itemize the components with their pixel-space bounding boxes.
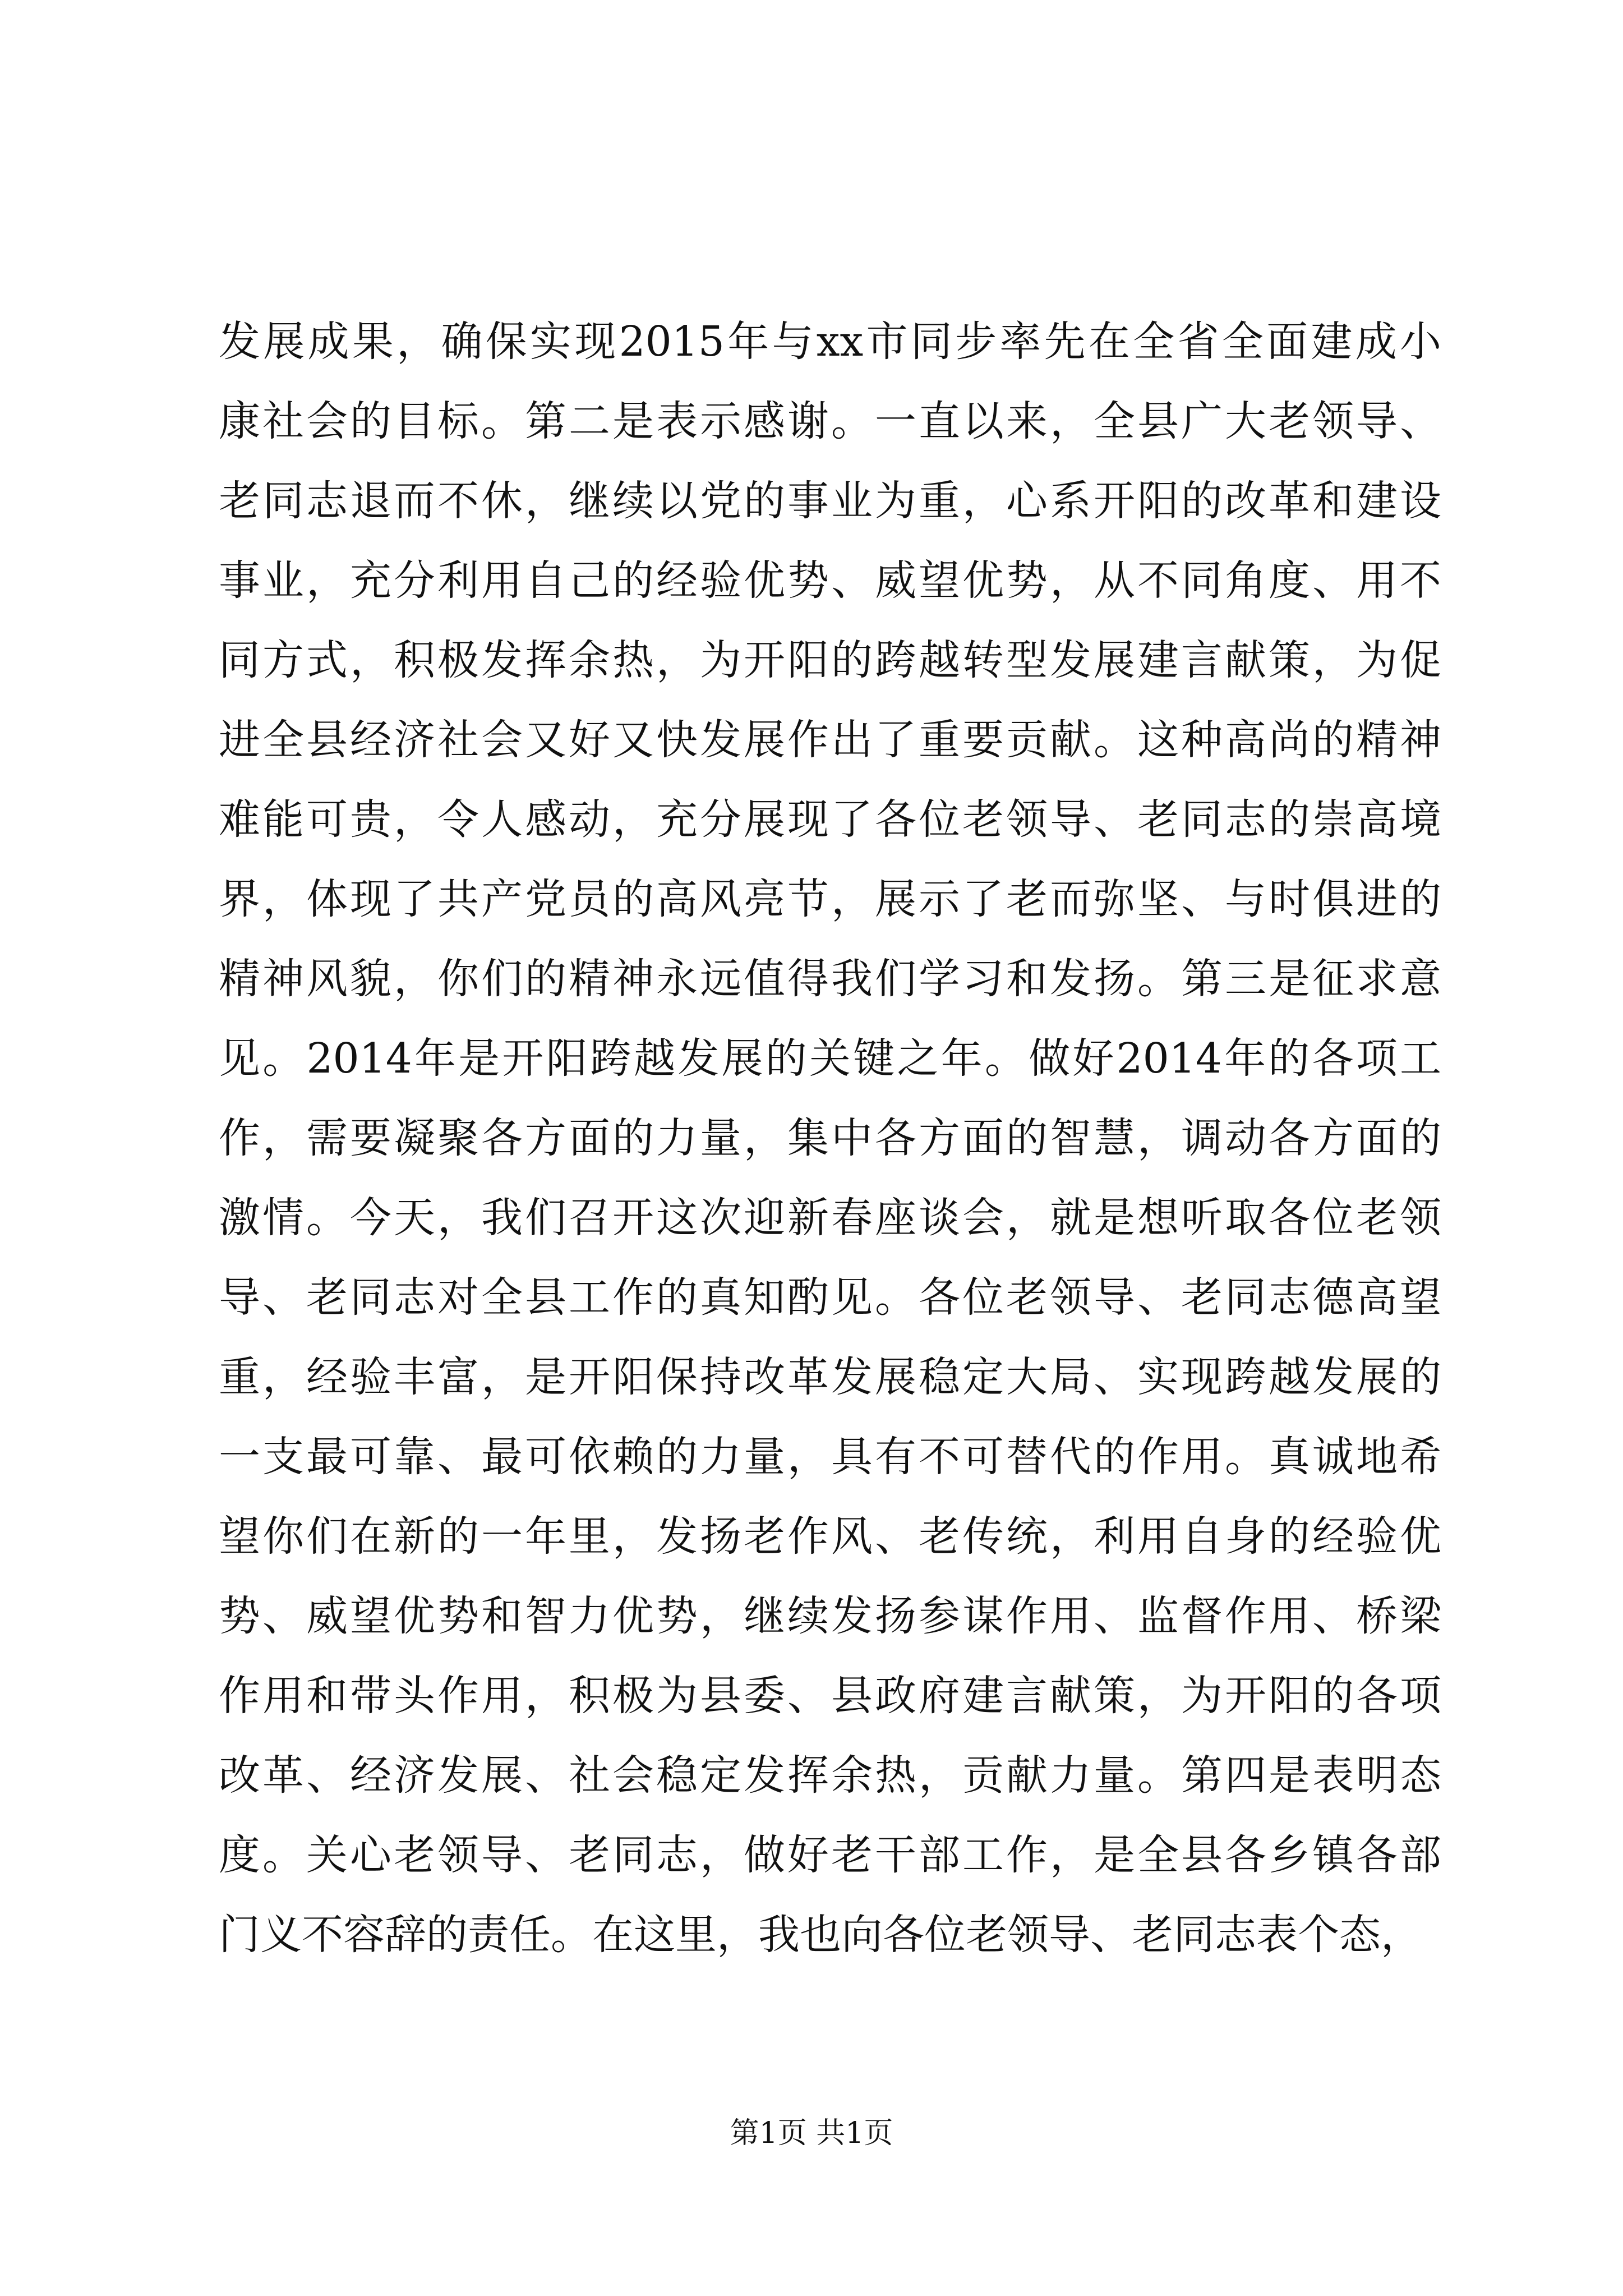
text-line: 势、威望优势和智力优势，继续发扬参谋作用、监督作用、桥梁 [219, 1592, 1441, 1640]
text-line: 康社会的目标。第二是表示感谢。一直以来，全县广大老领导、 [219, 397, 1441, 445]
text-line: 发展成果，确保实现2015年与xx市同步率先在全省全面建成小 [219, 318, 1441, 366]
text-line: 进全县经济社会又好又快发展作出了重要贡献。这种高尚的精神 [219, 716, 1441, 764]
text-line: 界，体现了共产党员的高风亮节，展示了老而弥坚、与时俱进的 [219, 875, 1441, 923]
text-line: 导、老同志对全县工作的真知酌见。各位老领导、老同志德高望 [219, 1273, 1441, 1322]
text-line: 激情。今天，我们召开这次迎新春座谈会，就是想听取各位老领 [219, 1194, 1441, 1242]
text-line: 事业，充分利用自己的经验优势、威望优势，从不同角度、用不 [219, 556, 1441, 605]
body-text [219, 302, 1441, 1975]
text-line: 改革、经济发展、社会稳定发挥余热，贡献力量。第四是表明态 [219, 1751, 1441, 1800]
text-line: 同方式，积极发挥余热，为开阳的跨越转型发展建言献策，为促 [219, 636, 1441, 684]
text-line: 门义不容辞的责任。在这里，我也向各位老领导、老同志表个态， [219, 1911, 1422, 1959]
text-line: 一支最可靠、最可依赖的力量，具有不可替代的作用。真诚地希 [219, 1433, 1441, 1481]
page-number-label: 第1页 共1页 [730, 2116, 893, 2150]
text-line: 作用和带头作用，积极为县委、县政府建言献策，为开阳的各项 [219, 1672, 1441, 1720]
text-line: 作，需要凝聚各方面的力量，集中各方面的智慧，调动各方面的 [219, 1114, 1441, 1162]
text-line: 难能可贵，令人感动，充分展现了各位老领导、老同志的崇高境 [219, 795, 1441, 844]
text-line: 望你们在新的一年里，发扬老作风、老传统，利用自身的经验优 [219, 1512, 1441, 1561]
text-line: 度。关心老领导、老同志，做好老干部工作，是全县各乡镇各部 [219, 1831, 1441, 1879]
text-line: 重，经验丰富，是开阳保持改革发展稳定大局、实现跨越发展的 [219, 1353, 1441, 1401]
text-line: 精神风貌，你们的精神永远值得我们学习和发扬。第三是征求意 [219, 955, 1441, 1003]
text-line: 见。2014年是开阳跨越发展的关键之年。做好2014年的各项工 [219, 1034, 1441, 1083]
page-footer [0, 2109, 1623, 2151]
text-line: 老同志退而不休，继续以党的事业为重，心系开阳的改革和建设 [219, 477, 1441, 525]
